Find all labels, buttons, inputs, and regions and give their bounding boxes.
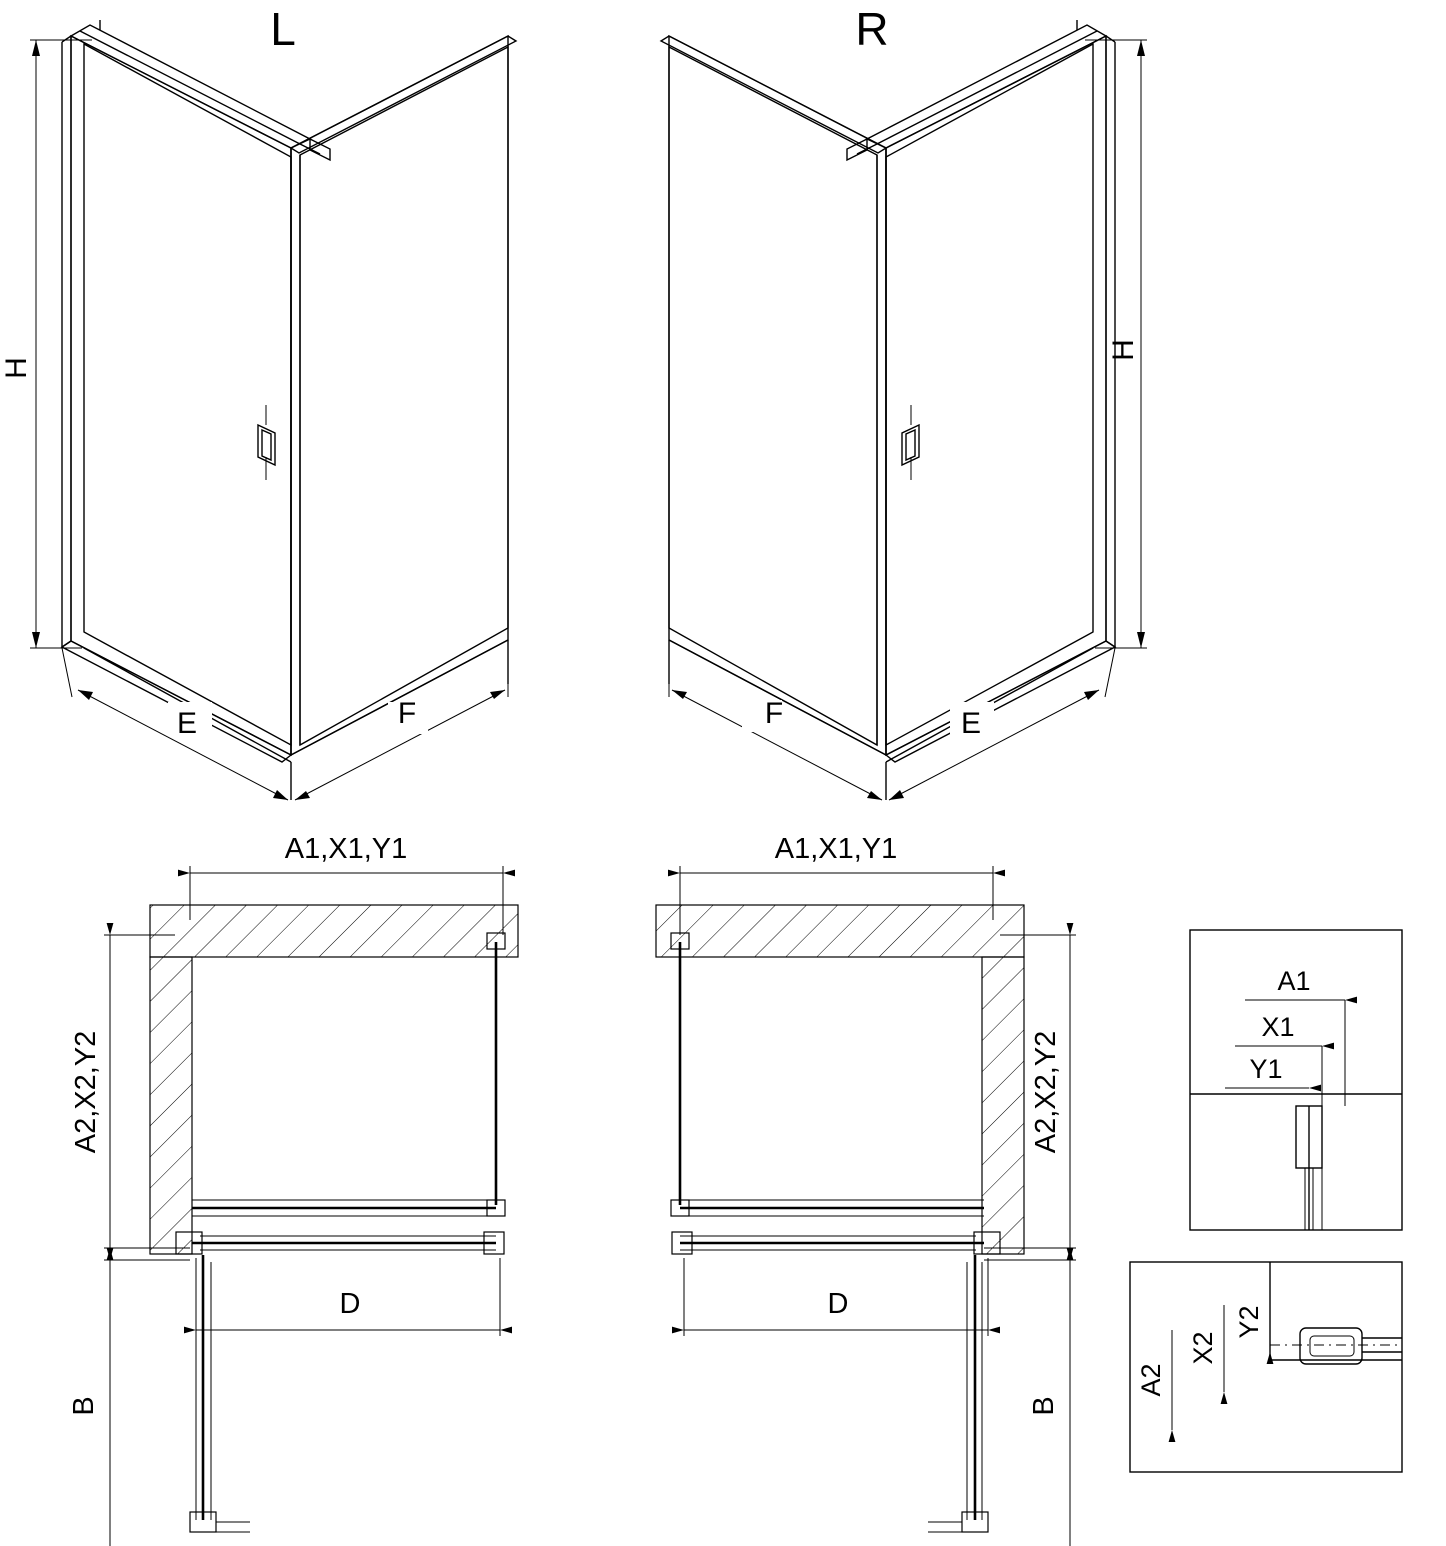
detail-bottom-dim-x2 [1188, 1305, 1224, 1392]
plan-left-door-dimension-label: B [68, 1396, 100, 1416]
detail-bottom-label-y2: Y2 [1234, 1305, 1264, 1339]
detail-top-label-x1: X1 [1261, 1012, 1295, 1042]
wall-hatch-top-right [656, 905, 1024, 957]
detail-top-label-a1: A1 [1277, 966, 1311, 996]
detail-view-bottom [1130, 1262, 1402, 1472]
iso-right-width-label-f: F [764, 697, 784, 730]
plan-view-left [68, 833, 518, 1546]
wall-hatch-top-left [150, 905, 518, 957]
iso-right-width-label-e: E [960, 707, 982, 740]
iso-view-left [0, 3, 516, 800]
door-panel-left [190, 1255, 250, 1532]
detail-bottom-label-x2: X2 [1188, 1331, 1218, 1365]
wall-hatch-side-right [982, 957, 1024, 1254]
iso-right-variant-label: R [855, 3, 889, 55]
dimension-D-right [684, 1258, 988, 1336]
detail-top-label-y1: Y1 [1249, 1054, 1283, 1084]
detail-bottom-dim-y2 [1234, 1292, 1270, 1352]
iso-left-height-label: H [0, 357, 33, 379]
dimension-EF-right [669, 645, 1115, 800]
plan-right-door-dimension-label: B [1028, 1396, 1060, 1416]
iso-left-width-label-e: E [176, 707, 198, 740]
plan-view-right [656, 833, 1076, 1546]
plan-left-top-dimension-label: A1,X1,Y1 [284, 833, 408, 865]
wall-hatch-side-left [150, 957, 192, 1254]
dimension-EF-left [62, 645, 508, 800]
detail-view-top [1190, 930, 1402, 1230]
detail-bottom-dim-a2 [1136, 1330, 1172, 1430]
dimension-B-right [984, 1260, 1076, 1546]
plan-right-top-dimension-label: A1,X1,Y1 [774, 833, 898, 865]
door-panel-right [928, 1255, 988, 1532]
detail-top-dim-a1 [1245, 966, 1345, 1106]
plan-left-inner-dimension-label: D [339, 1288, 361, 1320]
iso-left-variant-label: L [270, 3, 296, 55]
detail-top-dim-y1 [1225, 1054, 1309, 1088]
plan-left-side-dimension-label: A2,X2,Y2 [70, 1030, 102, 1154]
detail-bottom-label-a2: A2 [1136, 1363, 1166, 1397]
plan-right-side-dimension-label: A2,X2,Y2 [1030, 1030, 1062, 1154]
iso-left-width-label-f: F [397, 697, 417, 730]
dimension-H-left [30, 40, 92, 648]
dimension-D-left [196, 1258, 500, 1336]
iso-right-height-label: H [1107, 339, 1140, 361]
plan-right-inner-dimension-label: D [827, 1288, 849, 1320]
dimension-B-left [68, 1260, 190, 1546]
iso-view-right [661, 3, 1147, 800]
